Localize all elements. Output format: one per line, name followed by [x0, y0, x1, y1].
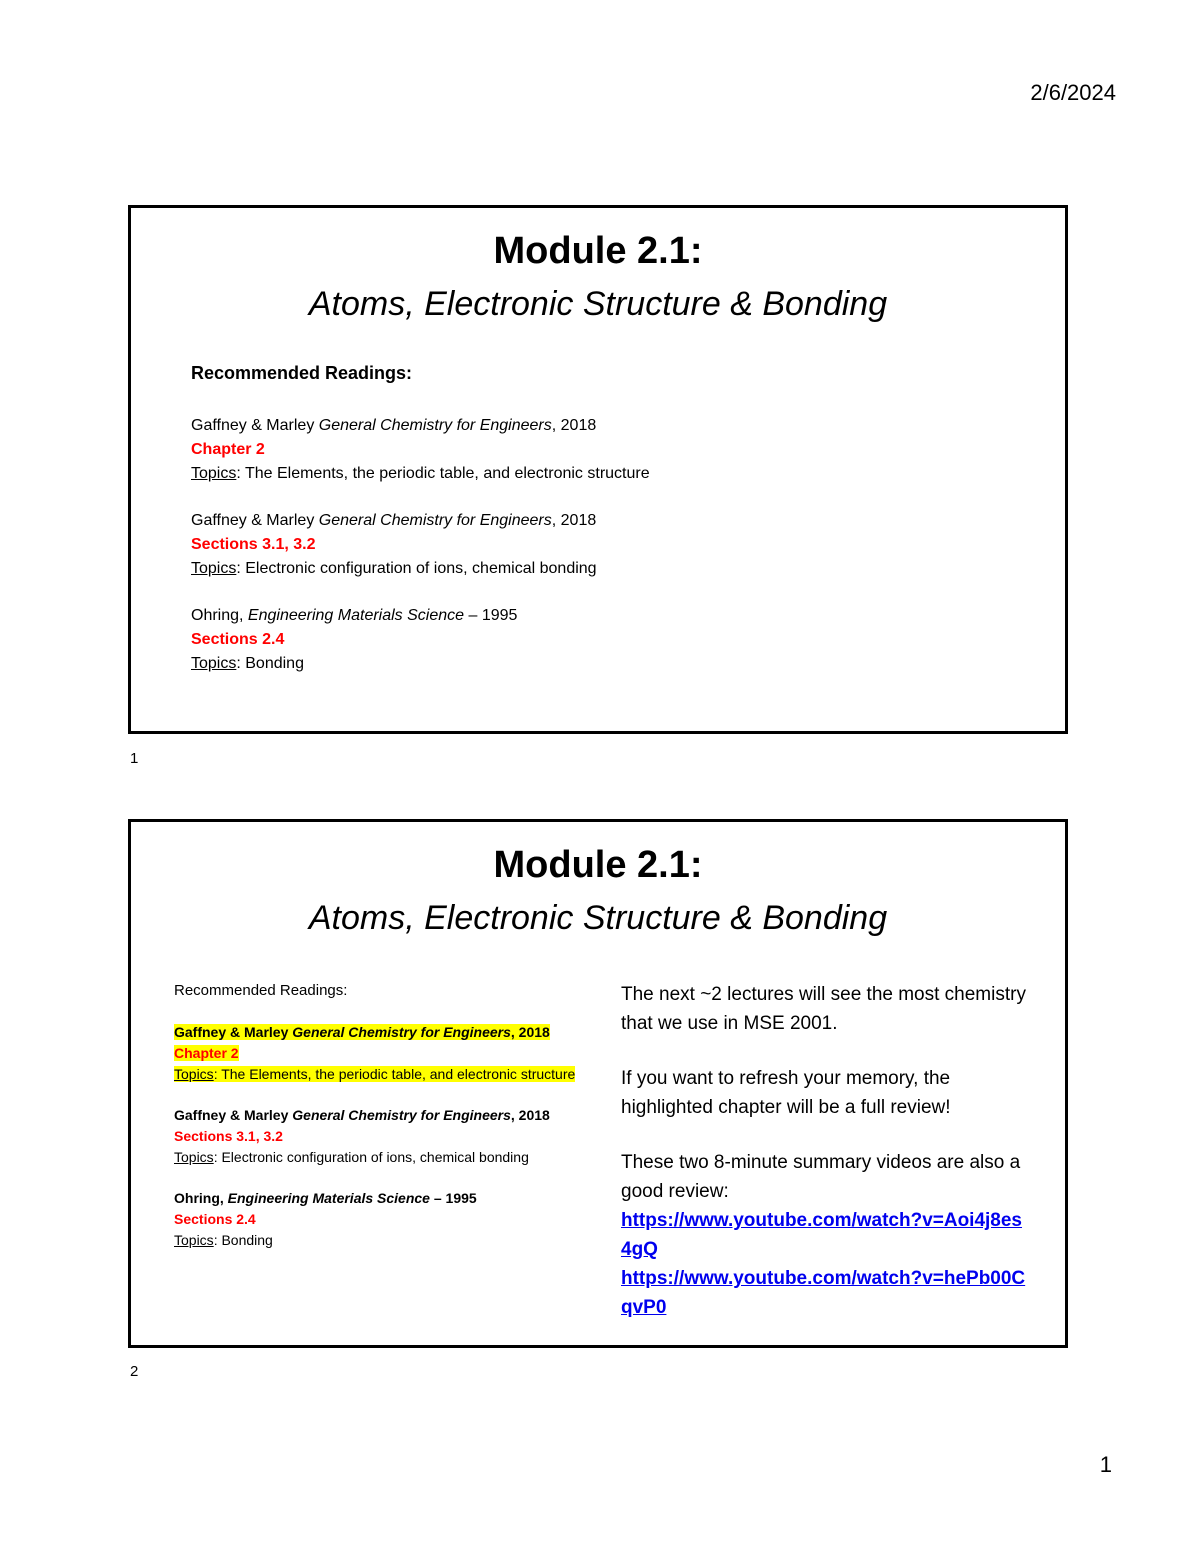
slide-2 — [128, 819, 1068, 1348]
reading-section: Sections 3.1, 3.2 — [191, 536, 316, 553]
reading-year: – 1995 — [429, 1190, 477, 1206]
reading-topics: : The Elements, the periodic table, and electronic structure — [236, 465, 650, 482]
reading-book: General Chemistry for Engineers — [292, 1107, 511, 1123]
reading-topics: : Electronic configuration of ions, chemical bonding — [236, 560, 597, 577]
reading-entry — [191, 509, 991, 581]
reading-author: Gaffney & Marley — [191, 417, 319, 434]
slide-title: Module 2.1: — [493, 230, 703, 272]
slide-subtitle: Atoms, Electronic Structure & Bonding — [308, 899, 888, 937]
slide-1 — [128, 205, 1068, 734]
reading-entry — [191, 604, 991, 676]
slide-number: 2 — [130, 1363, 139, 1380]
slide-number: 1 — [130, 750, 139, 767]
note-paragraph: If you want to refresh your memory, the highlighted chapter will be a full review! — [621, 1068, 951, 1118]
page-date: 2/6/2024 — [1030, 80, 1116, 105]
reading-year: , 2018 — [551, 417, 597, 434]
topics-label: Topics — [174, 1232, 214, 1248]
reading-topics: : Electronic configuration of ions, chemical bonding — [213, 1149, 529, 1165]
topics-label: Topics — [191, 465, 237, 482]
slide-subtitle: Atoms, Electronic Structure & Bonding — [308, 285, 888, 323]
topics-label: Topics — [174, 1149, 214, 1165]
reading-book: General Chemistry for Engineers — [292, 1024, 511, 1040]
topics-label: Topics — [174, 1066, 214, 1082]
reading-year: , 2018 — [551, 512, 597, 529]
note-paragraph: These two 8-minute summary videos are also a good review: — [621, 1152, 1021, 1202]
reading-entry — [174, 1105, 589, 1168]
reading-book: Engineering Materials Science — [247, 607, 465, 624]
recommended-readings — [174, 982, 589, 1271]
readings-heading: Recommended Readings: — [174, 982, 348, 999]
reading-entry — [191, 414, 991, 486]
reading-book: Engineering Materials Science — [227, 1190, 430, 1206]
reading-section: Sections 3.1, 3.2 — [174, 1128, 283, 1144]
video-link-1[interactable]: https://www.youtube.com/watch?v=Aoi4j8es4gQ — [621, 1210, 1023, 1260]
review-notes — [621, 980, 1031, 1322]
reading-year: , 2018 — [510, 1024, 550, 1040]
reading-author: Gaffney & Marley — [174, 1024, 293, 1040]
recommended-readings — [191, 363, 991, 699]
reading-entry-highlighted — [174, 1022, 589, 1085]
reading-section: Sections 2.4 — [191, 631, 285, 648]
page-number: 1 — [1099, 1452, 1112, 1477]
readings-heading: Recommended Readings: — [191, 363, 413, 383]
reading-topics: : Bonding — [236, 655, 304, 672]
topics-label: Topics — [191, 655, 237, 672]
note-paragraph: The next ~2 lectures will see the most chemistry that we use in MSE 2001. — [621, 984, 1026, 1034]
reading-book: General Chemistry for Engineers — [318, 512, 552, 529]
reading-year: – 1995 — [464, 607, 518, 624]
reading-book: General Chemistry for Engineers — [318, 417, 552, 434]
reading-section: Chapter 2 — [174, 1045, 239, 1061]
reading-topics: : The Elements, the periodic table, and electronic structure — [213, 1066, 576, 1082]
reading-year: , 2018 — [510, 1107, 550, 1123]
video-link-2[interactable]: https://www.youtube.com/watch?v=hePb00CqvP0 — [621, 1268, 1026, 1318]
reading-author: Ohring, — [174, 1190, 228, 1206]
reading-entry — [174, 1188, 589, 1251]
reading-section: Chapter 2 — [191, 441, 265, 458]
slide-title: Module 2.1: — [493, 844, 703, 886]
topics-label: Topics — [191, 560, 237, 577]
reading-author: Ohring, — [191, 607, 248, 624]
reading-topics: : Bonding — [213, 1232, 273, 1248]
reading-author: Gaffney & Marley — [191, 512, 319, 529]
reading-author: Gaffney & Marley — [174, 1107, 293, 1123]
reading-section: Sections 2.4 — [174, 1211, 256, 1227]
